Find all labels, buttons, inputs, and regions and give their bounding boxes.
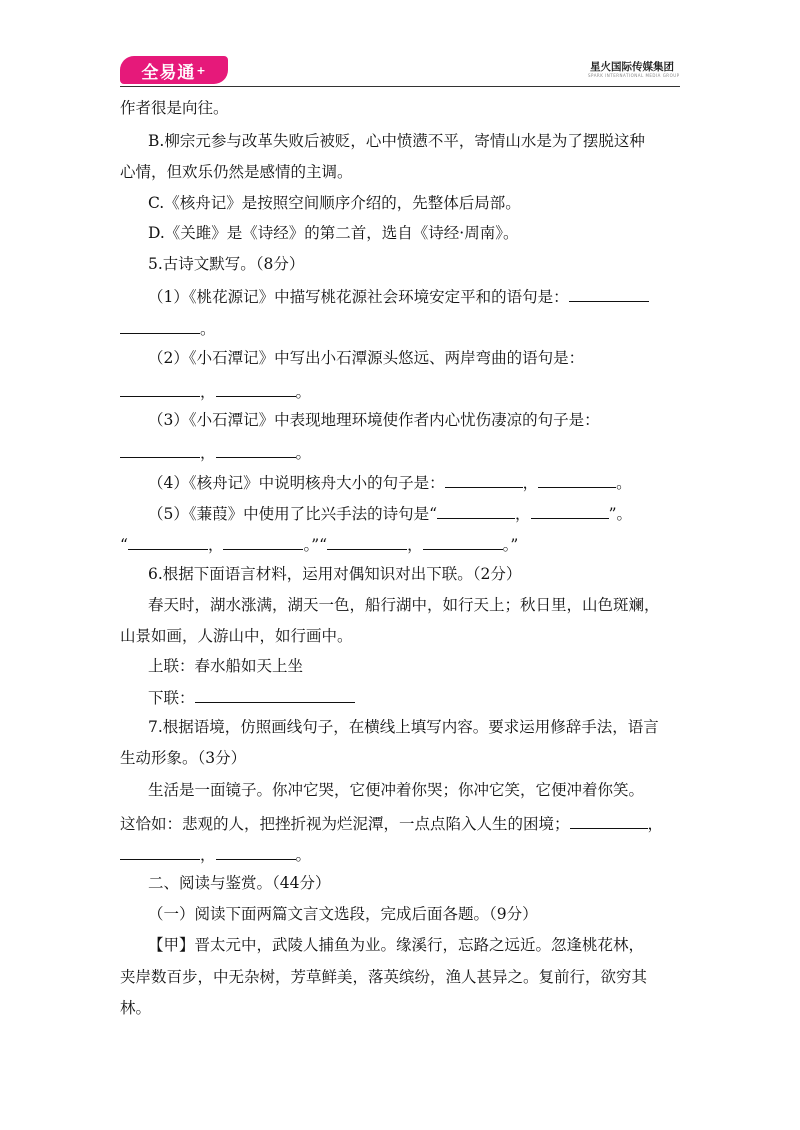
text-line: B.柳宗元参与改革失败后被贬，心中愤懑不平，寄情山水是为了摆脱这种 <box>148 132 645 150</box>
answer-blank[interactable] <box>437 502 515 519</box>
line-text: 。 <box>295 383 312 401</box>
answer-blank[interactable] <box>120 843 200 860</box>
answer-blank[interactable] <box>327 533 407 550</box>
publisher-name: 星火国际传媒集团 <box>590 61 674 73</box>
line-text: 。 <box>295 846 312 864</box>
line-text: ”。 <box>608 505 632 523</box>
text-line <box>120 317 216 339</box>
question-heading: 6.根据下面语言材料，运用对偶知识对出下联。（2分） <box>148 565 522 583</box>
line-text: （1）《桃花源记》中描写桃花源社会环境安定平和的语句是： <box>148 288 569 306</box>
line-text: （5）《蒹葭》中使用了比兴手法的诗句是“ <box>148 505 438 523</box>
text-line <box>120 533 518 555</box>
answer-blank[interactable] <box>120 380 200 397</box>
line-text: ， <box>207 536 224 554</box>
text-line: 作者很是向往。 <box>120 99 229 117</box>
answer-blank[interactable] <box>216 380 296 397</box>
text-line: （2）《小石潭记》中写出小石潭源头悠远、两岸弯曲的语句是： <box>148 349 585 367</box>
line-text: 。” <box>502 536 519 554</box>
brand-logo-plus: + <box>196 63 207 77</box>
line-text: 。 <box>295 444 312 462</box>
brand-logo <box>120 56 228 84</box>
line-text: ， <box>200 383 216 401</box>
text-line: （3）《小石潭记》中表现地理环境使作者内心忧伤凄凉的句子是： <box>148 411 600 429</box>
answer-blank[interactable] <box>128 533 208 550</box>
line-text: “ <box>120 536 128 554</box>
line-text: ， <box>522 474 539 492</box>
answer-blank[interactable] <box>445 471 523 488</box>
line-text: （4）《核舟记》中说明核舟大小的句子是： <box>148 474 445 492</box>
answer-blank[interactable] <box>195 686 355 703</box>
text-line: C.《核舟记》是按照空间顺序介绍的，先整体后局部。 <box>148 194 521 212</box>
line-text: 。”“ <box>303 536 328 554</box>
line-text: ， <box>407 536 423 554</box>
line-text: 。 <box>616 474 632 492</box>
answer-blank[interactable] <box>569 285 649 302</box>
text-line: 林。 <box>120 999 152 1017</box>
text-line: 夹岸数百步，中无杂树，芳草鲜美，落英缤纷，渔人甚异之。复前行，欲穷其 <box>120 968 648 986</box>
text-line: 生活是一面镜子。你冲它哭，它便冲着你哭；你冲它笑，它便冲着你笑。 <box>148 781 645 799</box>
line-text: ， <box>647 815 664 833</box>
brand-logo-text: 全易通 <box>141 62 196 83</box>
text-line: 心情，但欢乐仍然是感情的主调。 <box>120 163 353 181</box>
text-line: 春天时，湖水涨满，湖天一色，船行湖中，如行天上；秋日里，山色斑斓， <box>148 596 660 614</box>
text-line <box>148 686 355 708</box>
line-text: 下联： <box>148 689 195 707</box>
header-divider <box>120 86 680 87</box>
text-line <box>148 285 649 307</box>
text-line <box>120 380 311 402</box>
text-line <box>120 441 311 463</box>
line-text: ， <box>200 846 216 864</box>
answer-blank[interactable] <box>216 843 296 860</box>
question-heading: 5.古诗文默写。（8分） <box>148 255 305 273</box>
answer-blank[interactable] <box>570 812 648 829</box>
text-line <box>148 471 632 493</box>
text-line <box>120 843 311 865</box>
text-line: 山景如画，人游山中，如行画中。 <box>120 627 353 645</box>
answer-blank[interactable] <box>423 533 503 550</box>
line-text: ， <box>200 444 216 462</box>
answer-blank[interactable] <box>223 533 303 550</box>
line-text: 。 <box>200 320 216 338</box>
answer-blank[interactable] <box>120 317 200 334</box>
question-heading: 7.根据语境，仿照画线句子，在横线上填写内容。要求运用修辞手法，语言 <box>148 718 659 736</box>
page-header <box>0 0 800 90</box>
text-line: D.《关雎》是《诗经》的第二首，选自《诗经·周南》。 <box>148 224 519 242</box>
text-line: 【甲】晋太元中，武陵人捕鱼为业。缘溪行，忘路之远近。忽逢桃花林， <box>148 936 645 954</box>
publisher-subtitle: SPARK INTERNATIONAL MEDIA GROUP <box>588 73 680 78</box>
answer-blank[interactable] <box>216 441 296 458</box>
line-text: 这恰如：悲观的人，把挫折视为烂泥潭，一点点陷入人生的困境； <box>120 815 570 833</box>
section-heading: （一）阅读下面两篇文言文选段，完成后面各题。（9分） <box>148 905 538 923</box>
text-line: 上联：春水船如天上坐 <box>148 657 304 675</box>
line-text: ， <box>515 505 531 523</box>
answer-blank[interactable] <box>120 441 200 458</box>
answer-blank[interactable] <box>538 471 616 488</box>
section-heading: 二、阅读与鉴赏。（44分） <box>148 874 331 892</box>
answer-blank[interactable] <box>531 502 609 519</box>
text-line <box>148 502 632 524</box>
text-line <box>120 812 663 834</box>
text-line: 生动形象。（3分） <box>120 749 247 767</box>
